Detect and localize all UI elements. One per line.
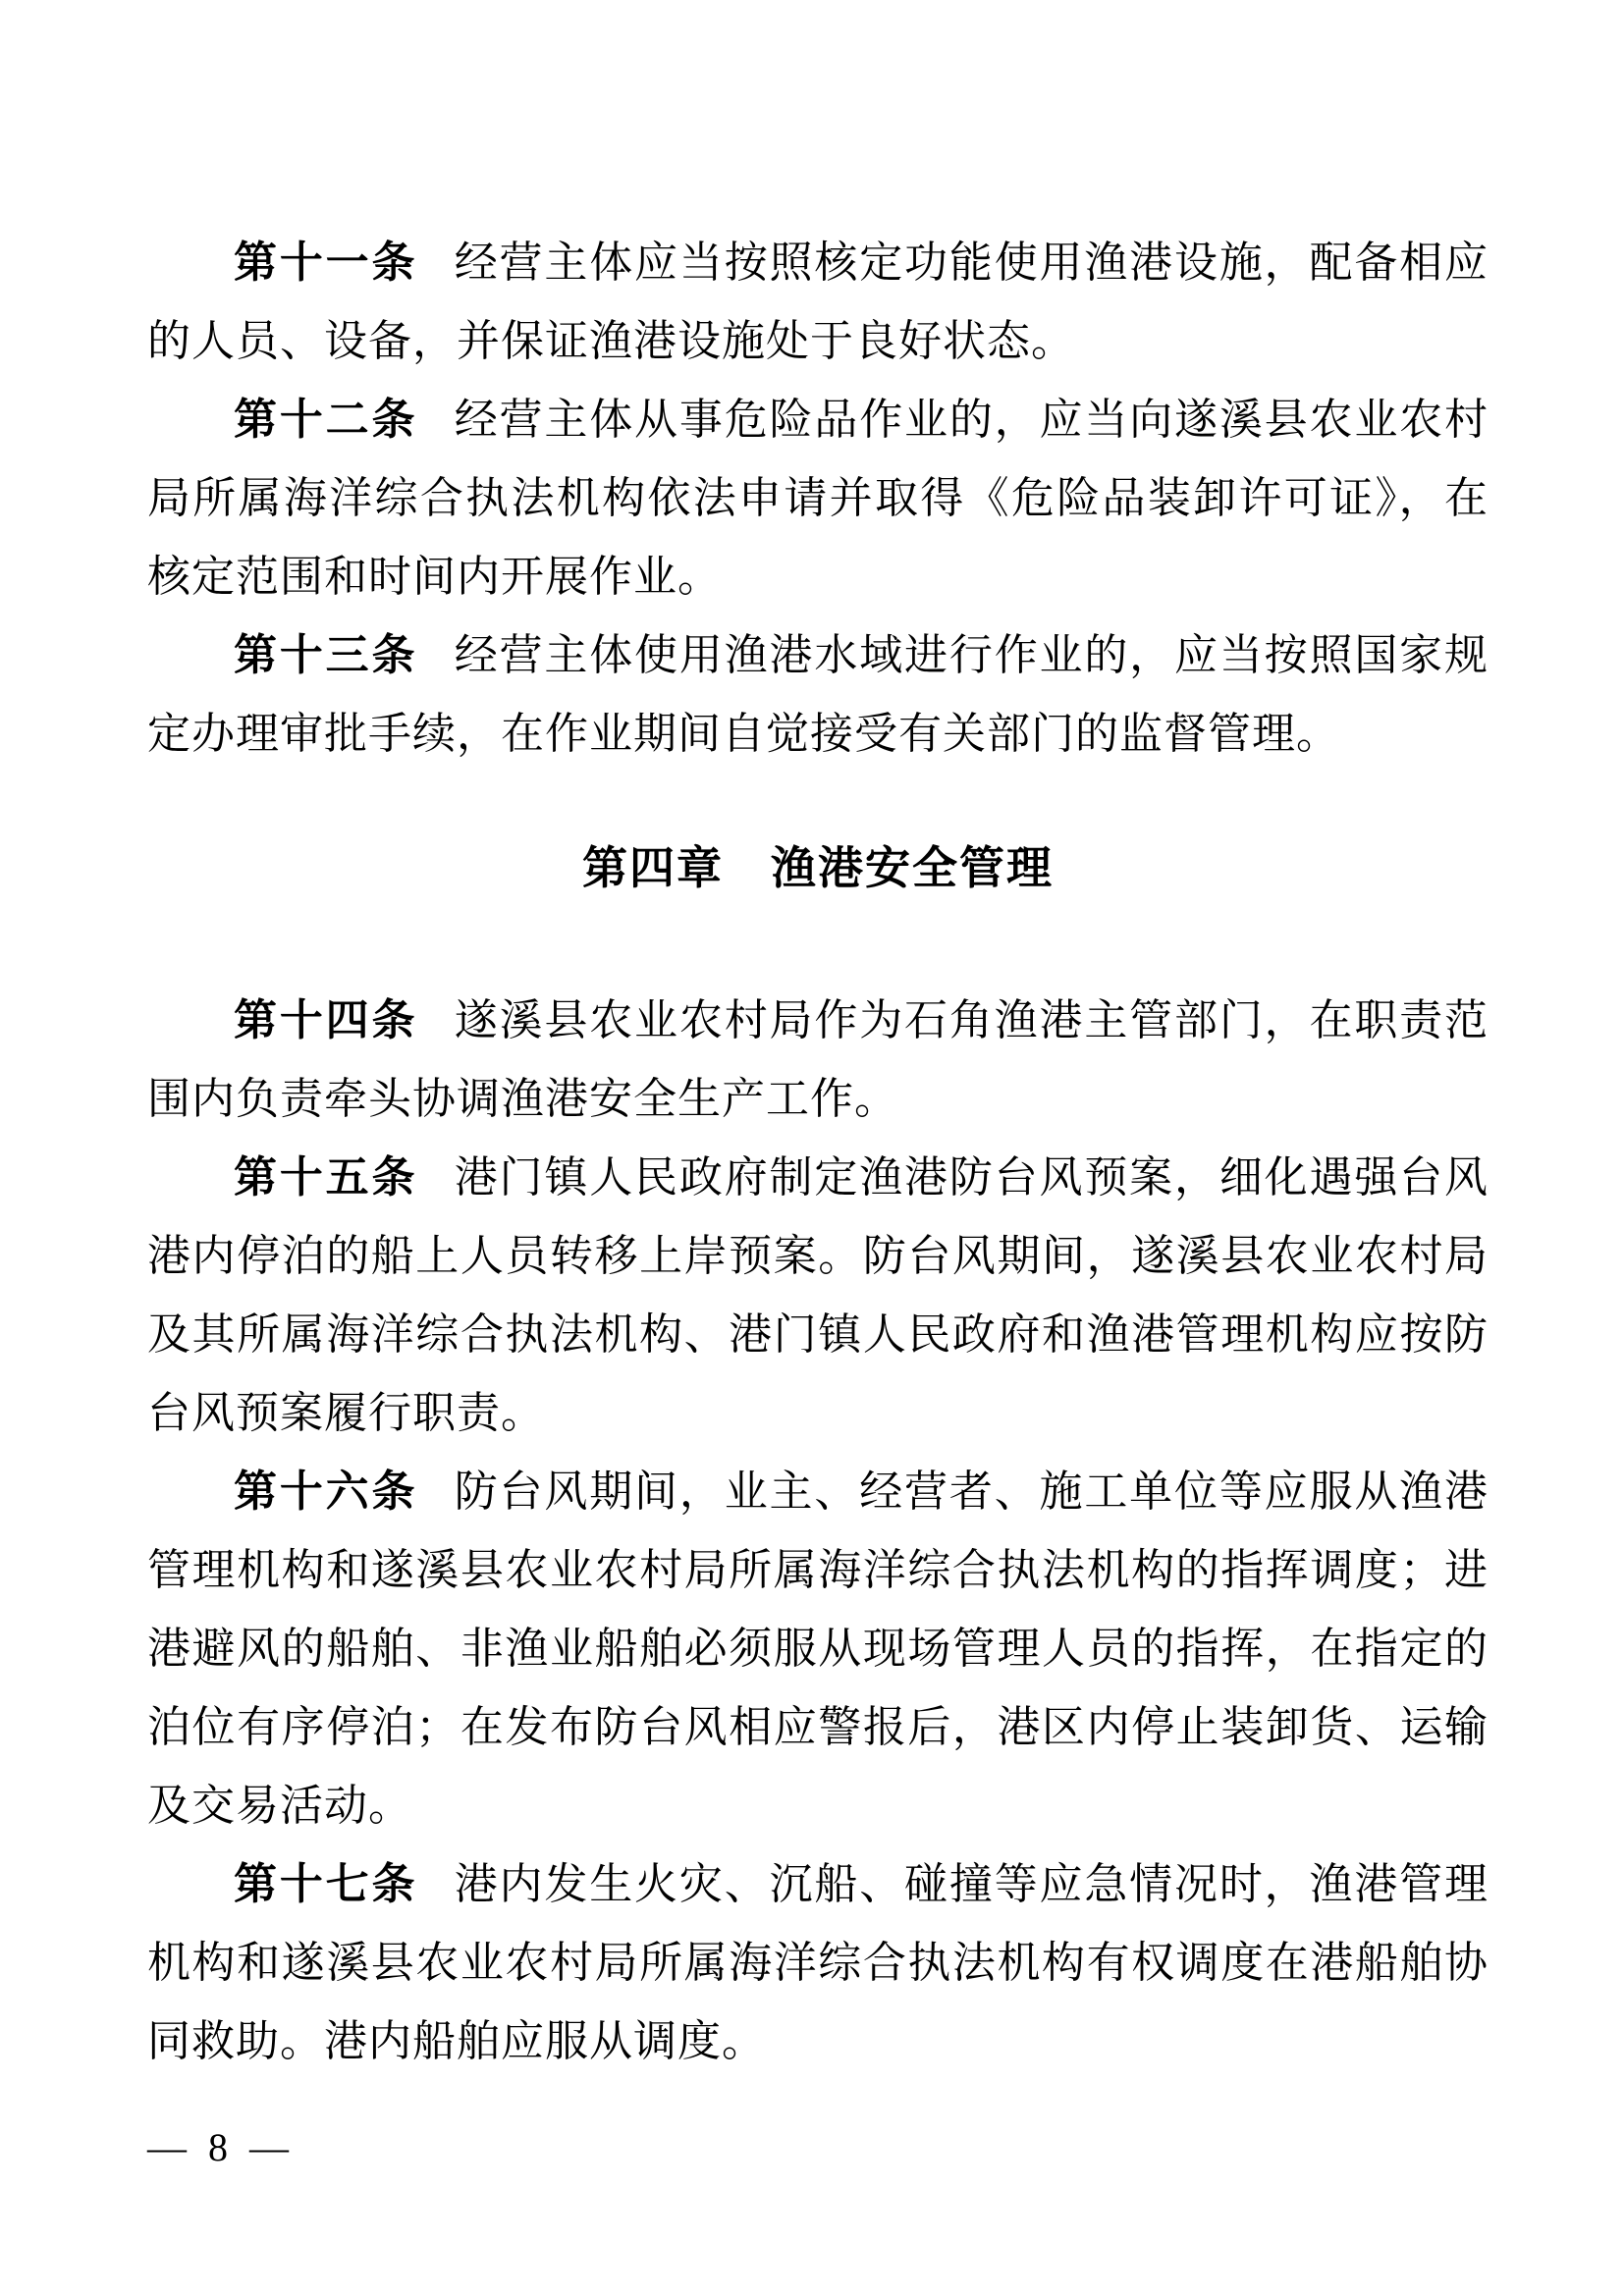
article-12-number: 第十二条 <box>234 395 418 445</box>
article-15-text: 港门镇人民政府制定渔港防台风预案，细化遇强台风港内停泊的船上人员转移上岸预案。防台风期间，遂溪县农业农村局及其所属海洋综合执法机构、港门镇人民政府和渔港管理机构应按防台风预案履行职责。 <box>147 1153 1489 1437</box>
article-13-text: 经营主体使用渔港水域进行作业的，应当按照国家规定办理审批手续，在作业期间自觉接受有关部门的监督管理。 <box>147 631 1489 758</box>
article-17-text: 港内发生火灾、沉船、碰撞等应急情况时，渔港管理机构和遂溪县农业农村局所属海洋综合执法机构有权调度在港船舶协同救助。港内船舶应服从调度。 <box>147 1860 1489 2065</box>
article-14-paragraph <box>147 982 1489 1139</box>
chapter-heading: 第四章 渔港安全管理 <box>582 841 1054 894</box>
article-11-number: 第十一条 <box>234 238 418 288</box>
article-14-text: 遂溪县农业农村局作为石角渔港主管部门，在职责范围内负责牵头协调渔港安全生产工作。 <box>147 996 1489 1123</box>
article-15-number: 第十五条 <box>234 1152 418 1202</box>
article-16-paragraph <box>147 1453 1489 1845</box>
article-12-text: 经营主体从事危险品作业的，应当向遂溪县农业农村局所属海洋综合执法机构依法申请并取得《危险品装卸许可证》，在核定范围和时间内开展作业。 <box>147 396 1489 601</box>
article-15-paragraph <box>147 1139 1489 1453</box>
page-number: — 8 — <box>147 2125 295 2169</box>
article-17-paragraph <box>147 1845 1489 2081</box>
article-16-text: 防台风期间，业主、经营者、施工单位等应服从渔港管理机构和遂溪县农业农村局所属海洋综合执法机构的指挥调度；进港避风的船舶、非渔业船舶必须服从现场管理人员的指挥，在指定的泊位有序停泊；在发布防台风相应警报后，港区内停止装卸货、运输及交易活动。 <box>147 1468 1489 1830</box>
article-12-paragraph <box>147 381 1489 616</box>
article-13-paragraph <box>147 616 1489 774</box>
article-16-number: 第十六条 <box>234 1467 418 1517</box>
article-14-number: 第十四条 <box>234 995 418 1045</box>
article-13-number: 第十三条 <box>234 630 418 680</box>
article-11-paragraph <box>147 224 1489 381</box>
article-11-text: 经营主体应当按照核定功能使用渔港设施，配备相应的人员、设备，并保证渔港设施处于良好状态。 <box>147 239 1489 365</box>
article-17-number: 第十七条 <box>234 1859 418 1909</box>
